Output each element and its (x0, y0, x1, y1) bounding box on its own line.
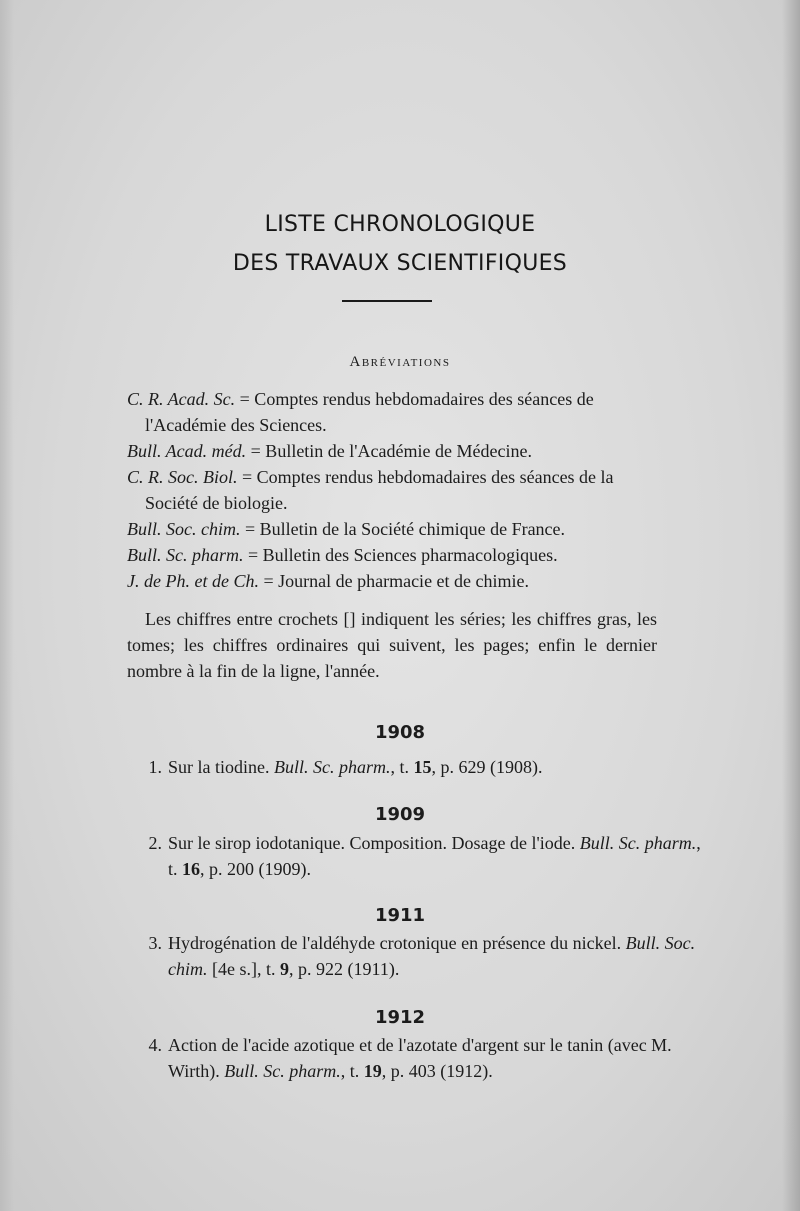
abbreviations-heading: Abréviations (349, 354, 451, 370)
page-title-line-2: DES TRAVAUX SCIENTIFIQUES (232, 251, 568, 276)
abbreviation-definition: = Journal de pharmacie et de chimie. (258, 571, 530, 591)
abbreviation-item (127, 386, 662, 438)
abbreviation-definition: = Bulletin de la Société chimique de France. (240, 519, 566, 539)
abbreviation-item (127, 568, 662, 594)
entry-pages-year: , p. 922 (1911). (289, 959, 400, 979)
entry-journal: Bull. Sc. pharm. (274, 757, 391, 777)
abbreviation-definition: = Bulletin de l'Académie de Médecine. (246, 441, 532, 461)
publication-entry (127, 930, 708, 982)
abbreviation-term: Bull. Acad. méd. (127, 441, 247, 461)
entry-journal: Bull. Soc. chim. (168, 933, 696, 979)
entry-tome-prefix: , t. (390, 757, 414, 777)
entry-tome: 9 (280, 959, 289, 979)
abbreviation-term: Bull. Soc. chim. (127, 519, 241, 539)
year-heading: 1912 (374, 1007, 426, 1028)
entry-pages-year: , p. 629 (1908). (431, 757, 543, 777)
entry-number: 2. (148, 833, 162, 853)
year-heading: 1911 (374, 905, 426, 926)
entry-title: Sur le sirop iodotanique. Composition. Dosage de l'iode. (168, 833, 580, 853)
abbreviation-term: C. R. Soc. Biol. (127, 467, 238, 487)
page-shadow-right (782, 0, 800, 1211)
entry-journal: Bull. Sc. pharm. (224, 1061, 341, 1081)
entry-title: Sur la tiodine. (168, 757, 274, 777)
notation-note: Les chiffres entre crochets [] indiquent les séries; les chiffres gras, les tomes; les chiffres ordinaires qui suivent, les pages; enfin le dernier nombre à la fin de la ligne, l'année. (127, 609, 657, 681)
entry-series: [4e s.] (207, 959, 257, 979)
abbreviation-definition: = Comptes rendus hebdomadaires des séances de la Société de biologie. (145, 467, 614, 513)
entry-tome: 15 (413, 757, 432, 777)
entry-tome-prefix: , t. (340, 1061, 364, 1081)
entry-journal: Bull. Sc. pharm. (579, 833, 697, 853)
abbreviation-item (127, 438, 662, 464)
abbreviation-item (127, 542, 662, 568)
abbreviation-definition: = Comptes rendus hebdomadaires des séances de l'Académie des Sciences. (145, 389, 594, 435)
publication-entry (127, 754, 667, 780)
entry-tome: 19 (363, 1061, 382, 1081)
year-heading: 1908 (374, 722, 426, 743)
entry-title: Action de l'acide azotique et de l'azotate d'argent sur le tanin (avec M. Wirth). (168, 1035, 672, 1081)
abbreviation-item (127, 464, 662, 516)
entry-tome: 16 (182, 859, 201, 879)
entry-number: 3. (148, 933, 162, 953)
entry-tome-prefix: , t. (256, 959, 280, 979)
abbreviation-term: C. R. Acad. Sc. (127, 389, 236, 409)
publication-entry (127, 830, 708, 882)
entry-number: 1. (148, 757, 162, 777)
abbreviation-term: Bull. Sc. pharm. (127, 545, 244, 565)
year-heading: 1909 (374, 804, 426, 825)
entry-tome-prefix: , t. (168, 833, 701, 879)
abbreviation-definition: = Bulletin des Sciences pharmacologiques. (243, 545, 558, 565)
page-title-line-1: LISTE CHRONOLOGIQUE (264, 212, 536, 237)
entry-pages-year: , p. 200 (1909). (200, 859, 312, 879)
page-shadow-left (0, 0, 14, 1211)
title-divider (342, 300, 432, 302)
entry-pages-year: , p. 403 (1912). (381, 1061, 493, 1081)
abbreviations-list (127, 386, 662, 594)
abbreviation-term: J. de Ph. et de Ch. (127, 571, 259, 591)
publication-entry (127, 1032, 708, 1084)
entry-title: Hydrogénation de l'aldéhyde crotonique en présence du nickel. (168, 933, 626, 953)
entry-number: 4. (148, 1035, 162, 1055)
abbreviation-item (127, 516, 662, 542)
